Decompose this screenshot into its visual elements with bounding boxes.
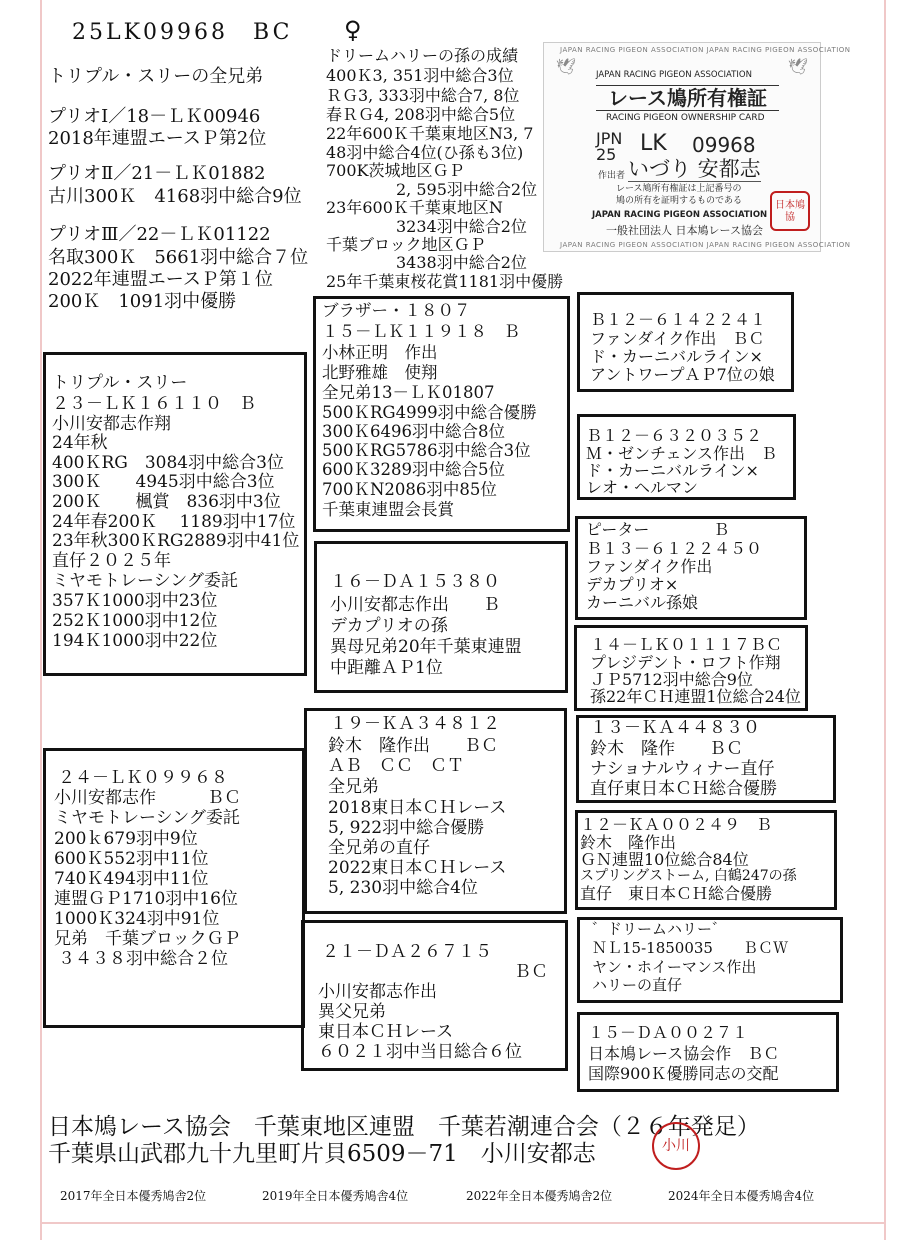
- box-line: ＡＢ ＣＣ ＣＴ: [328, 756, 464, 776]
- box-line: ナショナルウィナー直仔: [590, 759, 775, 779]
- footer-affiliations: 日本鳩レース協会 千葉東地区連盟 千葉若潮連合会（２６年発足）: [48, 1114, 760, 1140]
- box-line: 鈴木 隆作出: [580, 833, 677, 852]
- box-line: 700ＫN2086羽中85位: [322, 480, 497, 499]
- dh-line: ＲＧ3, 333羽中総合7, 8位: [326, 86, 520, 105]
- box-line: 500ＫRG4999羽中総合優勝: [322, 403, 537, 422]
- box-line: 357Ｋ1000羽中23位: [52, 591, 218, 611]
- box-line: １３－ＫＡ４４８３０: [590, 718, 760, 738]
- box-line: ゛ドリームハリー゛: [592, 920, 728, 938]
- box-line: 24年秋: [52, 433, 108, 453]
- box-line: １６－ＤＡ１５３８０: [330, 572, 500, 592]
- pigeon-icon: 🕊: [556, 57, 577, 76]
- card-edge-text: JAPAN RACING PIGEON ASSOCIATION JAPAN RACING PIGEON ASSOCIATION: [560, 241, 851, 249]
- box-line: ファンダイク作出 ＢＣ: [590, 329, 765, 348]
- page-edge-bottom: [40, 1222, 884, 1224]
- box-line: 小川安都志作 ＢＣ: [54, 788, 241, 808]
- card-note: レース鳩所有権証は上記番号の: [616, 184, 742, 194]
- box-line: 中距離ＡＰ1位: [330, 658, 443, 678]
- box-line: １４－ＬＫ０１１１７ＢＣ: [590, 635, 783, 654]
- award-2022: 2022年全日本優秀鳩舎2位: [466, 1189, 613, 1203]
- box-line: 23年秋300ＫRG2889羽中41位: [52, 531, 300, 551]
- card-title-en: RACING PIGEON OWNERSHIP CARD: [606, 113, 765, 123]
- box-line: デカプリオの孫: [330, 616, 448, 636]
- dh-line: 2, 595羽中総合2位: [396, 180, 538, 199]
- ownership-card: [543, 42, 851, 252]
- dh-line: 春ＲＧ4, 208羽中総合5位: [326, 105, 516, 124]
- box-line: 小林正明 作出: [322, 343, 438, 362]
- dh-line: 25年千葉東桜花賞1181羽中優勝: [326, 272, 564, 291]
- dh-line: ドリームハリーの孫の成績: [326, 46, 519, 65]
- owner-seal-text: 小川: [662, 1138, 690, 1154]
- box-line: トリプル・スリー: [52, 373, 188, 393]
- dh-line: 22年600Ｋ千葉東地区N3, 7: [326, 124, 534, 143]
- box-line: Ｍ・ゼンチェンス作出 Ｂ: [586, 444, 778, 463]
- box-line: 600Ｋ3289羽中総合5位: [322, 460, 505, 479]
- sex-symbol: ♀: [344, 16, 362, 44]
- box-line: ＢＣ: [514, 962, 548, 982]
- card-edge-text: JAPAN RACING PIGEON ASSOCIATION JAPAN RACING PIGEON ASSOCIATION: [560, 46, 851, 54]
- box-line: 194Ｋ1000羽中22位: [52, 631, 218, 651]
- box-line: ファンダイク作出: [586, 557, 713, 576]
- box-line: 日本鳩レース協会作 ＢＣ: [588, 1044, 780, 1063]
- box-line: ２１－ＤＡ２６７１５: [322, 942, 492, 962]
- box-line: ＧＮ連盟10位総合84位: [580, 850, 749, 869]
- box-line: １５－ＬＫ１１９１８ Ｂ: [322, 322, 520, 341]
- box-line: 直仔２０２５年: [52, 551, 171, 571]
- subtitle: トリプル・スリーの全兄弟: [48, 66, 264, 87]
- box-line: ド・カーニバルライン×: [586, 461, 759, 480]
- box-line: 5, 922羽中総合優勝: [328, 818, 485, 838]
- card-ring-code: LK: [640, 131, 667, 156]
- box-line: 北野雅雄 使翔: [322, 363, 438, 382]
- card-note: 鳩の所有を証明するものである: [616, 196, 743, 206]
- box-line: 200Ｋ 楓賞 836羽中3位: [52, 492, 281, 512]
- dh-line: 3438羽中総合2位: [396, 253, 527, 272]
- footer-address: 千葉県山武郡九十九里町片貝6509－71 小川安都志: [48, 1141, 596, 1167]
- box-line: 国際900Ｋ優勝同志の交配: [588, 1064, 779, 1083]
- box-line: プレジデント・ロフト作翔: [590, 653, 781, 672]
- box-line: ブラザー・１８０７: [322, 301, 471, 320]
- box-line: 300Ｋ6496羽中総合8位: [322, 422, 505, 441]
- box-line: デカプリオ×: [586, 575, 679, 594]
- card-ring-year: 25: [596, 145, 617, 164]
- box-line: ミヤモトレーシング委託: [54, 808, 240, 828]
- award-2024: 2024年全日本優秀鳩舎4位: [668, 1189, 815, 1203]
- box-line: ミヤモトレーシング委託: [52, 571, 238, 591]
- box-line: 740Ｋ494羽中11位: [54, 869, 209, 889]
- page-edge-left: [40, 0, 42, 1240]
- owner-seal: [652, 1122, 700, 1170]
- dh-line: 700K茨城地区ＧＰ: [326, 161, 465, 180]
- box-line: 500ＫRG5786羽中総合3位: [322, 441, 531, 460]
- box-line: 鈴木 隆作出 ＢＣ: [328, 736, 498, 756]
- box-line: 全兄弟13－ＬＫ01807: [322, 383, 495, 402]
- box-line: 全兄弟: [328, 777, 379, 797]
- box-line: 小川安都志作出: [318, 982, 437, 1002]
- card-maker-handwriting: いづり 安都志: [628, 157, 761, 181]
- main-ring-number: 25LK09968 BC: [72, 20, 293, 45]
- box-line: ＮＬ15-1850035 ＢＣＷ: [592, 939, 788, 957]
- box-line: ＪＰ5712羽中総合9位: [590, 670, 753, 689]
- sib-line: 200Ｋ 1091羽中優勝: [48, 291, 237, 312]
- box-line: ハリーの直仔: [592, 976, 683, 994]
- box-line: 異母兄弟20年千葉東連盟: [330, 637, 522, 657]
- box-line: ２３－ＬＫ１６１１０ Ｂ: [52, 394, 256, 414]
- box-line: 200ｋ679羽中9位: [54, 829, 198, 849]
- card-maker-label: 作出者: [598, 171, 626, 181]
- box-line: 600Ｋ552羽中11位: [54, 849, 209, 869]
- card-footer-jp: 一般社団法人 日本鳩レース協会: [606, 224, 763, 237]
- box-line: 異父兄弟: [318, 1002, 386, 1022]
- dh-line: 3234羽中総合2位: [396, 217, 527, 236]
- box-line: １９－ＫＡ３４８１２: [330, 714, 500, 734]
- box-line: 直仔 東日本ＣＨ総合優勝: [580, 884, 773, 903]
- sib-name: プリオⅢ／22－ＬＫ01122: [48, 224, 271, 245]
- box-line: １２－ＫＡ００２４９ Ｂ: [580, 815, 773, 834]
- box-line: 千葉東連盟会長賞: [322, 500, 454, 519]
- dh-line: 23年600Ｋ千葉東地区N: [326, 198, 503, 217]
- award-2019: 2019年全日本優秀鳩舎4位: [262, 1189, 409, 1203]
- dh-line: 400Ｋ3, 351羽中総合3位: [326, 66, 514, 85]
- box-line: レオ・ヘルマン: [586, 478, 699, 497]
- box-line: ヤン・ホイーマンス作出: [592, 958, 757, 976]
- card-ring-number: 09968: [692, 133, 756, 157]
- box-line: アントワープＡＰ7位の娘: [590, 365, 775, 384]
- box-line: 5, 230羽中総合4位: [328, 878, 478, 898]
- box-line: 小川安都志作翔: [52, 414, 171, 434]
- card-seal: [770, 191, 810, 231]
- box-line: 400ＫRG 3084羽中総合3位: [52, 453, 284, 473]
- box-line: 300Ｋ 4945羽中総合3位: [52, 472, 275, 492]
- pigeon-icon: 🕊: [788, 57, 809, 76]
- box-line: Ｂ１２－６３２０３５２: [586, 426, 763, 445]
- box-line: 孫22年ＣＨ連盟1位総合24位: [590, 687, 801, 706]
- box-line: ６０２１羽中当日総合６位: [318, 1042, 522, 1062]
- card-seal-text: 日本鳩協: [775, 200, 805, 223]
- sib-line: 古川300Ｋ 4168羽中総合9位: [48, 186, 302, 207]
- box-line: 鈴木 隆作 ＢＣ: [590, 739, 743, 759]
- card-footer-en: JAPAN RACING PIGEON ASSOCIATION: [592, 210, 768, 220]
- sib-line: 2022年連盟エースＰ第１位: [48, 269, 273, 290]
- box-line: スプリングストーム, 白鶴247の孫: [580, 868, 797, 884]
- box-line: カーニバル孫娘: [586, 593, 699, 612]
- box-line: 兄弟 千葉ブロックＧＰ: [54, 929, 241, 949]
- box-line: 252Ｋ1000羽中12位: [52, 611, 218, 631]
- sib-name: プリオⅠ／18－ＬＫ00946: [48, 106, 261, 127]
- sib-line: 2018年連盟エースＰ第2位: [48, 128, 267, 149]
- box-line: 24年春200Ｋ 1189羽中17位: [52, 512, 296, 532]
- box-line: 小川安都志作出 Ｂ: [330, 595, 500, 615]
- box-line: ３４３８羽中総合２位: [58, 949, 228, 969]
- box-line: 直仔東日本ＣＨ総合優勝: [590, 779, 777, 799]
- award-2017: 2017年全日本優秀鳩舎2位: [60, 1189, 207, 1203]
- box-line: ド・カーニバルライン×: [590, 347, 763, 366]
- box-line: ピーター Ｂ: [586, 520, 730, 539]
- box-line: ２４－ＬＫ０９９６８: [58, 768, 228, 788]
- box-line: Ｂ１３－６１２２４５０: [586, 539, 763, 558]
- box-line: 東日本ＣＨレース: [318, 1022, 454, 1042]
- box-line: 2022東日本ＣＨレース: [328, 858, 507, 878]
- card-assoc-en: JAPAN RACING PIGEON ASSOCIATION: [596, 70, 752, 80]
- box-line: 連盟ＧＰ1710羽中16位: [54, 889, 238, 909]
- sib-line: 名取300Ｋ 5661羽中総合７位: [48, 247, 309, 268]
- box-line: 全兄弟の直仔: [328, 838, 430, 858]
- box-line: 1000Ｋ324羽中91位: [54, 909, 220, 929]
- page-edge-right: [884, 0, 886, 1240]
- sib-name: プリオⅡ／21－ＬＫ01882: [48, 163, 266, 184]
- box-line: Ｂ１２－６１４２２４１: [590, 310, 767, 329]
- card-title-jp: レース鳩所有権証: [596, 85, 779, 111]
- dh-line: 千葉ブロック地区ＧＰ: [326, 235, 486, 254]
- box-line: 2018東日本ＣＨレース: [328, 798, 507, 818]
- dh-line: 48羽中総合4位(ひ孫も3位): [326, 143, 524, 162]
- card-country: JPN: [596, 129, 623, 148]
- box-line: １５－ＤＡ００２７１: [588, 1023, 749, 1042]
